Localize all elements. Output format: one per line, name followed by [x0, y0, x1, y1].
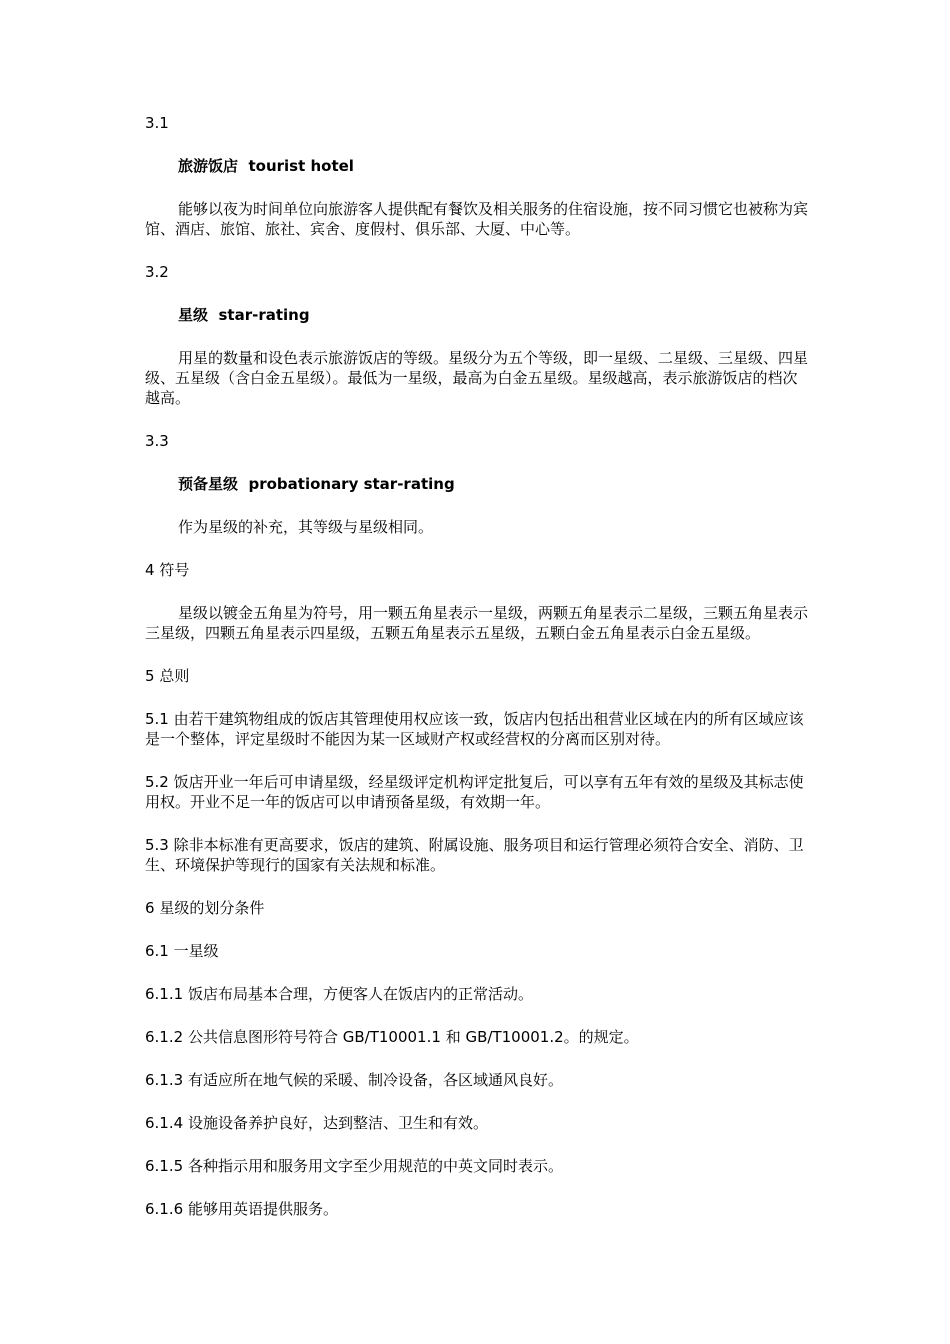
definition-3-2: 用星的数量和设色表示旅游饭店的等级。星级分为五个等级，即一星级、二星级、三星级、四星级、五星级（含白金五星级）。最低为一星级，最高为白金五星级。星级越高，表示旅游饭店的档次越高。: [145, 349, 809, 407]
section-title: 一星级: [173, 942, 219, 960]
clause-text: 设施设备养护良好，达到整洁、卫生和有效。: [187, 1114, 488, 1132]
clause-text: 除非本标准有更高要求，饭店的建筑、附属设施、服务项目和运行管理必须符合安全、消防、卫生、环境保护等现行的国家有关法规和标准。: [145, 836, 804, 874]
section-number: 5: [145, 667, 155, 685]
section-number: 6: [145, 899, 155, 917]
standard-code: GB/T10001.1: [342, 1028, 441, 1046]
clause-6-1-1: [145, 984, 810, 1004]
term-zh: 星级: [178, 306, 209, 324]
clause-number-3-1: 3.1: [145, 114, 169, 132]
term-en: probationary star-rating: [248, 475, 455, 493]
clause-number: 6.1.1: [145, 985, 184, 1003]
clause-6-1-3: [145, 1070, 810, 1090]
clause-number: 5.3: [145, 836, 169, 854]
clause-6-1-5: [145, 1156, 810, 1176]
clause-number: 6.1.2: [145, 1028, 184, 1046]
section-title: 总则: [159, 667, 190, 685]
section-number: 4: [145, 561, 155, 579]
standard-code: GB/T10001.2: [465, 1028, 564, 1046]
clause-number: 5.2: [145, 773, 169, 791]
section-title: 符号: [159, 561, 190, 579]
clause-number: 6.1.4: [145, 1114, 184, 1132]
clause-number-3-2: 3.2: [145, 263, 169, 281]
clause-text: 。的规定。: [563, 1028, 639, 1046]
section-heading-6-1: [145, 941, 810, 961]
clause-number: 5.1: [145, 710, 169, 728]
term-zh: 预备星级: [178, 475, 239, 493]
term-heading-3-2: [145, 305, 810, 325]
clause-number-3-3: 3.3: [145, 432, 169, 450]
clause-6-1-2: [145, 1027, 810, 1047]
clause-text: 饭店布局基本合理，方便客人在饭店内的正常活动。: [187, 985, 533, 1003]
term-en: star-rating: [218, 306, 310, 324]
clause-6-1-6: [145, 1199, 810, 1219]
clause-5-1: [145, 709, 810, 749]
clause-text: 和: [445, 1028, 461, 1046]
term-heading-3-3: [145, 474, 810, 494]
section-title: 星级的划分条件: [159, 899, 265, 917]
section-heading-6: [145, 898, 810, 918]
document-page: [145, 113, 810, 1219]
clause-number: 6.1.5: [145, 1157, 184, 1175]
section-heading-5: [145, 666, 810, 686]
clause-text: 由若干建筑物组成的饭店其管理使用权应该一致，饭店内包括出租营业区域在内的所有区域应该是一个整体，评定星级时不能因为某一区域财产权或经营权的分离而区别对待。: [145, 710, 804, 748]
term-heading-3-1: [145, 156, 810, 176]
definition-3-3: 作为星级的补充，其等级与星级相同。: [178, 518, 434, 536]
clause-5-3: [145, 835, 810, 875]
term-zh: 旅游饭店: [178, 157, 239, 175]
clause-text: 有适应所在地气候的采暖、制冷设备，各区域通风良好。: [187, 1071, 563, 1089]
clause-number: 6.1.6: [145, 1200, 184, 1218]
clause-text: 各种指示用和服务用文字至少用规范的中英文同时表示。: [187, 1157, 563, 1175]
clause-number: 6.1.3: [145, 1071, 184, 1089]
clause-text: 公共信息图形符号符合: [187, 1028, 338, 1046]
section-number: 6.1: [145, 942, 169, 960]
section-text-4: 星级以镀金五角星为符号，用一颗五角星表示一星级，两颗五角星表示二星级，三颗五角星表示三星级，四颗五角星表示四星级，五颗五角星表示五星级，五颗白金五角星表示白金五星级。: [145, 604, 809, 642]
clause-5-2: [145, 772, 810, 812]
term-en: tourist hotel: [248, 157, 354, 175]
definition-3-1: 能够以夜为时间单位向旅游客人提供配有餐饮及相关服务的住宿设施，按不同习惯它也被称为宾馆、酒店、旅馆、旅社、宾舍、度假村、俱乐部、大厦、中心等。: [145, 200, 809, 238]
clause-text: 能够用英语提供服务。: [187, 1200, 338, 1218]
section-heading-4: [145, 560, 810, 580]
clause-text: 饭店开业一年后可申请星级，经星级评定机构评定批复后，可以享有五年有效的星级及其标志使用权。开业不足一年的饭店可以申请预备星级，有效期一年。: [145, 773, 804, 811]
clause-6-1-4: [145, 1113, 810, 1133]
